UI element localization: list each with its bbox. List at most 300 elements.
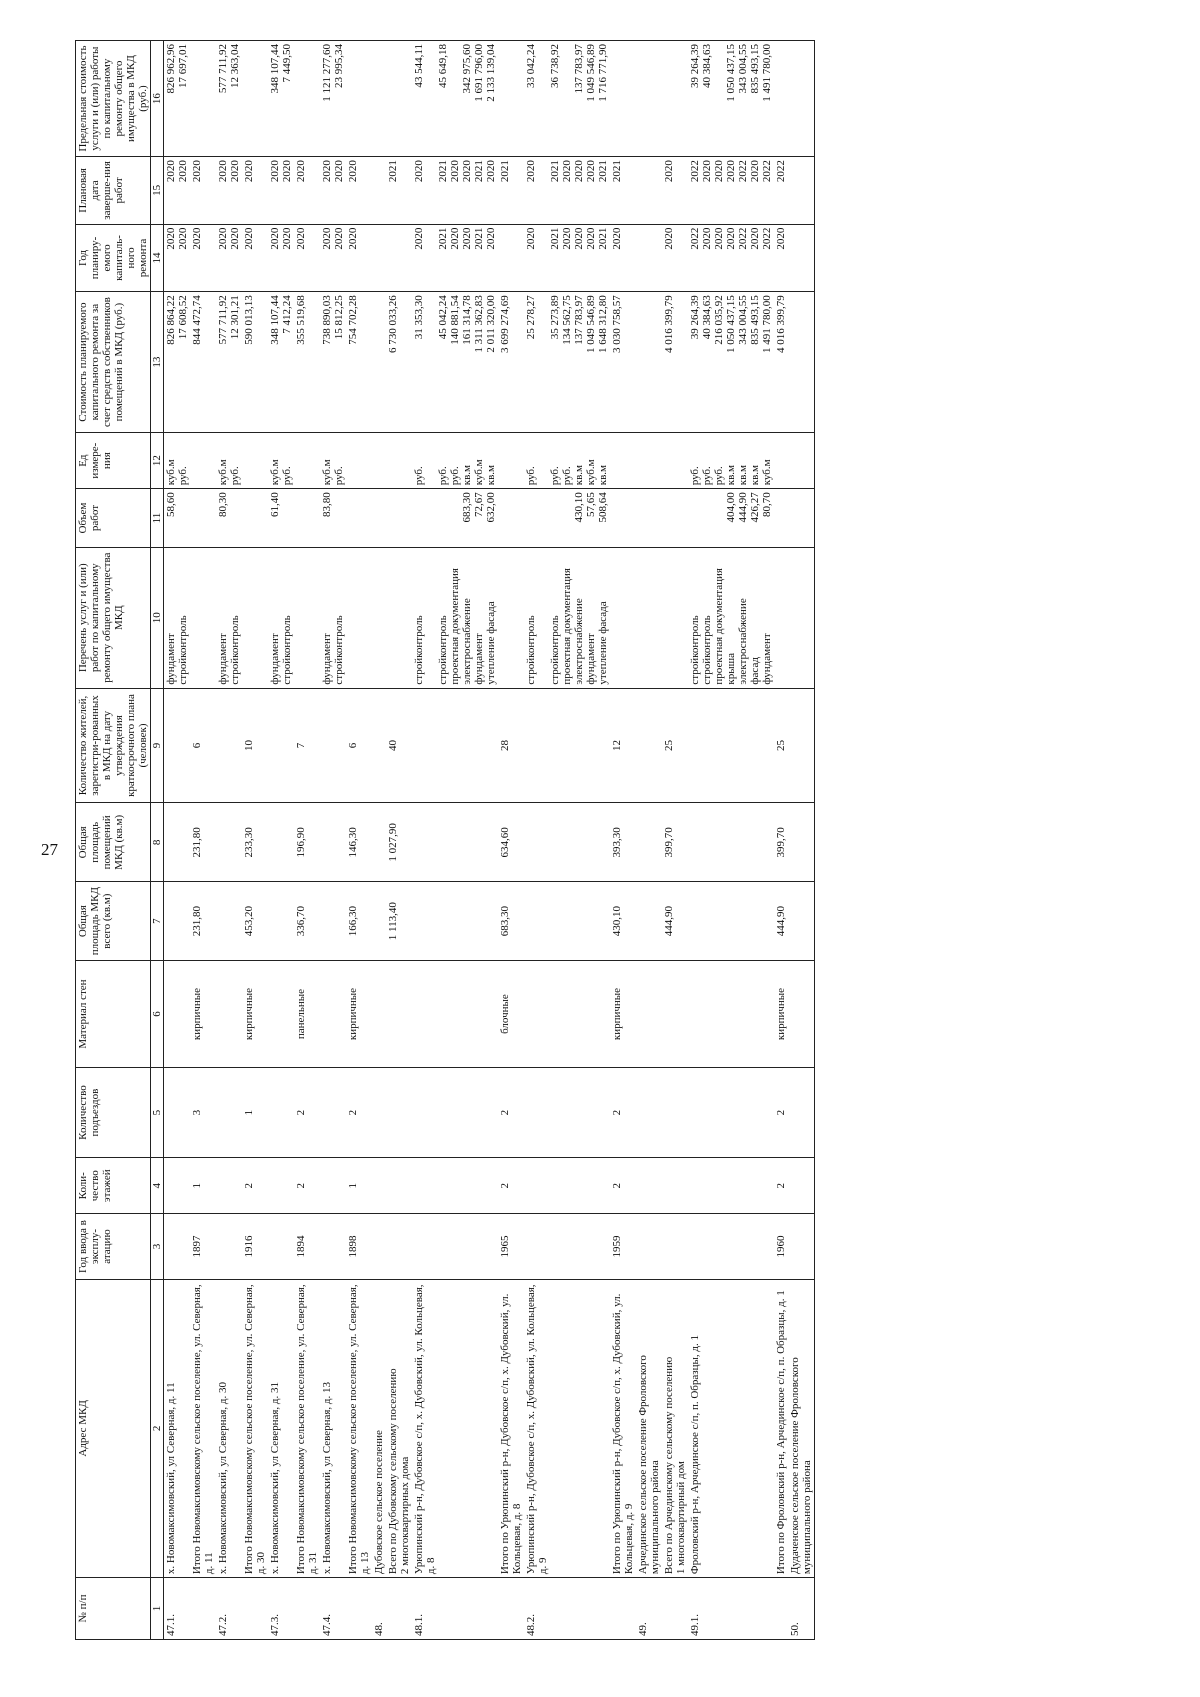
repair-year-cell xyxy=(788,224,815,292)
works-cell: фундамент стройконтроль xyxy=(320,547,346,688)
end-date-cell: 2020 xyxy=(662,157,688,225)
entrances-cell xyxy=(412,1068,498,1158)
rotated-page xyxy=(75,40,1190,1640)
year-cell xyxy=(788,1214,815,1279)
address-cell: Урюпинский р-н, Дубовское с/п, х. Дубовский, ул. Кольцевая, д. 8 xyxy=(412,1279,498,1577)
col-header: Общая площадь помещений МКД (кв.м) xyxy=(76,803,151,882)
floors-cell: 2 xyxy=(610,1158,636,1214)
works-cell: стройконтроль стройконтроль проектная документация электроснабжение фундамент утепление фасада xyxy=(412,547,498,688)
repair-year-cell xyxy=(636,224,662,292)
works-cell xyxy=(610,547,636,688)
col-header: Год планиру-емого капиталь-ного ремонта xyxy=(76,224,151,292)
entrances-cell: 2 xyxy=(498,1068,524,1158)
cost-cell: 4 016 399,79 xyxy=(774,292,788,433)
year-cell xyxy=(164,1214,191,1279)
table-row xyxy=(190,41,216,1640)
cost-cell: 6 730 033,26 xyxy=(386,292,412,433)
cost-cell xyxy=(372,292,386,433)
residents-cell: 12 xyxy=(610,688,636,803)
residents-cell xyxy=(524,688,610,803)
row-number xyxy=(190,1578,216,1640)
end-date-cell: 2022 xyxy=(774,157,788,225)
address-cell: Дудаченское сельское поселение Фроловского муниципального района xyxy=(788,1279,815,1577)
col-header: Перечень услуг и (или) работ по капитальному ремонту общего имущества МКД xyxy=(76,547,151,688)
works-cell xyxy=(372,547,386,688)
premises-area-cell: 146,30 xyxy=(346,803,372,882)
table-row xyxy=(268,41,294,1640)
wall-material-cell xyxy=(320,961,346,1068)
total-area-cell xyxy=(524,882,610,961)
residents-cell: 40 xyxy=(386,688,412,803)
capital-repair-table xyxy=(75,40,815,1640)
col-header: Адрес МКД xyxy=(76,1279,151,1577)
total-area-cell: 430,10 xyxy=(610,882,636,961)
table-body xyxy=(164,41,815,1640)
column-number: 13 xyxy=(151,292,164,433)
residents-cell xyxy=(688,688,774,803)
floors-cell xyxy=(524,1158,610,1214)
col-header: Коли-чество этажей xyxy=(76,1158,151,1214)
total-area-cell: 444,90 xyxy=(662,882,688,961)
floors-cell xyxy=(268,1158,294,1214)
year-cell: 1894 xyxy=(294,1214,320,1279)
wall-material-cell: блочные xyxy=(498,961,524,1068)
unit-cell xyxy=(372,432,386,488)
column-number: 5 xyxy=(151,1068,164,1158)
works-cell: стройконтроль стройконтроль проектная документация крыша электроснабжение фасад фундамент xyxy=(688,547,774,688)
repair-year-cell: 2022 2020 2020 2020 2022 2020 2022 xyxy=(688,224,774,292)
unit-cell: руб. руб. руб. кв.м кв.м кв.м куб.м xyxy=(688,432,774,488)
entrances-cell xyxy=(636,1068,662,1158)
entrances-cell: 2 xyxy=(294,1068,320,1158)
column-number: 12 xyxy=(151,432,164,488)
cost-cell: 39 264,39 40 384,63 216 035,92 1 050 437,15 343 004,55 835 493,15 1 491 780,00 xyxy=(688,292,774,433)
entrances-cell xyxy=(320,1068,346,1158)
premises-area-cell: 233,30 xyxy=(242,803,268,882)
end-date-cell: 2020 2020 xyxy=(164,157,191,225)
max-cost-cell xyxy=(372,41,386,157)
wall-material-cell xyxy=(216,961,242,1068)
column-number: 11 xyxy=(151,489,164,548)
works-cell xyxy=(662,547,688,688)
cost-cell: 4 016 399,79 xyxy=(662,292,688,433)
end-date-cell: 2020 2021 2020 2020 2020 2021 xyxy=(524,157,610,225)
row-number: 47.1. xyxy=(164,1578,191,1640)
floors-cell xyxy=(372,1158,386,1214)
col-header: Предельная стоимость услуги и (или) работы по капитальному ремонту общего имущества в МКД (руб.) xyxy=(76,41,151,157)
year-cell: 1959 xyxy=(610,1214,636,1279)
row-number xyxy=(386,1578,412,1640)
table-row xyxy=(498,41,524,1640)
premises-area-cell xyxy=(524,803,610,882)
max-cost-cell: 43 544,11 45 649,18 342 975,60 1 691 796,00 2 133 139,04 xyxy=(412,41,498,157)
table-row xyxy=(386,41,412,1640)
residents-cell xyxy=(216,688,242,803)
wall-material-cell: кирпичные xyxy=(242,961,268,1068)
column-number: 10 xyxy=(151,547,164,688)
end-date-cell: 2020 2020 xyxy=(320,157,346,225)
repair-year-cell: 2020 2020 xyxy=(216,224,242,292)
floors-cell: 1 xyxy=(190,1158,216,1214)
col-header: Материал стен xyxy=(76,961,151,1068)
volume-cell xyxy=(190,489,216,548)
repair-year-cell: 2020 2020 xyxy=(268,224,294,292)
unit-cell: куб.м руб. xyxy=(268,432,294,488)
works-cell xyxy=(636,547,662,688)
premises-area-cell: 393,30 xyxy=(610,803,636,882)
entrances-cell xyxy=(524,1068,610,1158)
wall-material-cell xyxy=(636,961,662,1068)
volume-cell xyxy=(372,489,386,548)
entrances-cell: 2 xyxy=(346,1068,372,1158)
column-number: 15 xyxy=(151,157,164,225)
volume-cell: 61,40 xyxy=(268,489,294,548)
max-cost-cell: 1 121 277,60 23 995,34 xyxy=(320,41,346,157)
entrances-cell xyxy=(372,1068,386,1158)
row-number xyxy=(662,1578,688,1640)
entrances-cell xyxy=(788,1068,815,1158)
volume-cell xyxy=(498,489,524,548)
column-number: 1 xyxy=(151,1578,164,1640)
floors-cell: 2 xyxy=(498,1158,524,1214)
unit-cell: руб. руб. руб. кв.м куб.м кв.м xyxy=(524,432,610,488)
premises-area-cell: 196,90 xyxy=(294,803,320,882)
year-cell xyxy=(688,1214,774,1279)
cost-cell: 754 702,28 xyxy=(346,292,372,433)
wall-material-cell xyxy=(688,961,774,1068)
max-cost-cell xyxy=(498,41,524,157)
column-number: 3 xyxy=(151,1214,164,1279)
premises-area-cell: 399,70 xyxy=(662,803,688,882)
max-cost-cell xyxy=(788,41,815,157)
wall-material-cell xyxy=(164,961,191,1068)
address-cell: х. Новомаксимовский, ул Северная, д. 30 xyxy=(216,1279,242,1577)
residents-cell: 6 xyxy=(190,688,216,803)
unit-cell xyxy=(498,432,524,488)
row-number: 47.2. xyxy=(216,1578,242,1640)
total-area-cell xyxy=(372,882,386,961)
premises-area-cell: 634,60 xyxy=(498,803,524,882)
entrances-cell xyxy=(216,1068,242,1158)
wall-material-cell: кирпичные xyxy=(774,961,788,1068)
end-date-cell: 2020 xyxy=(190,157,216,225)
total-area-cell xyxy=(216,882,242,961)
premises-area-cell xyxy=(636,803,662,882)
year-cell xyxy=(268,1214,294,1279)
cost-cell: 826 864,22 17 608,52 xyxy=(164,292,191,433)
residents-cell xyxy=(372,688,386,803)
floors-cell xyxy=(412,1158,498,1214)
total-area-cell xyxy=(636,882,662,961)
works-cell: фундамент стройконтроль xyxy=(268,547,294,688)
unit-cell xyxy=(190,432,216,488)
volume-cell xyxy=(788,489,815,548)
row-number xyxy=(242,1578,268,1640)
wall-material-cell xyxy=(788,961,815,1068)
residents-cell xyxy=(788,688,815,803)
works-cell xyxy=(346,547,372,688)
floors-cell xyxy=(386,1158,412,1214)
volume-cell: 83,80 xyxy=(320,489,346,548)
year-cell: 1897 xyxy=(190,1214,216,1279)
cost-cell: 355 519,68 xyxy=(294,292,320,433)
residents-cell: 28 xyxy=(498,688,524,803)
year-cell: 1960 xyxy=(774,1214,788,1279)
repair-year-cell: 2020 2020 xyxy=(320,224,346,292)
entrances-cell xyxy=(268,1068,294,1158)
floors-cell: 2 xyxy=(774,1158,788,1214)
premises-area-cell xyxy=(216,803,242,882)
works-cell xyxy=(386,547,412,688)
repair-year-cell: 2020 xyxy=(774,224,788,292)
repair-year-cell: 2020 xyxy=(662,224,688,292)
unit-cell xyxy=(774,432,788,488)
max-cost-cell: 826 962,96 17 697,01 xyxy=(164,41,191,157)
max-cost-cell: 348 107,44 7 449,50 xyxy=(268,41,294,157)
residents-cell xyxy=(412,688,498,803)
total-area-cell xyxy=(688,882,774,961)
address-cell: Всего по Дубовскому сельскому поселению 2 многоквартирных дома xyxy=(386,1279,412,1577)
repair-year-cell xyxy=(386,224,412,292)
row-number: 48. xyxy=(372,1578,386,1640)
cost-cell: 844 472,74 xyxy=(190,292,216,433)
total-area-cell: 444,90 xyxy=(774,882,788,961)
repair-year-cell: 2020 xyxy=(610,224,636,292)
year-cell xyxy=(636,1214,662,1279)
row-number: 50. xyxy=(788,1578,815,1640)
floors-cell xyxy=(164,1158,191,1214)
end-date-cell: 2021 xyxy=(386,157,412,225)
row-number xyxy=(294,1578,320,1640)
volume-cell: 58,60 xyxy=(164,489,191,548)
premises-area-cell xyxy=(320,803,346,882)
residents-cell xyxy=(320,688,346,803)
cost-cell: 25 278,27 35 273,89 134 562,75 137 783,97 1 049 546,89 1 648 312,80 xyxy=(524,292,610,433)
total-area-cell: 683,30 xyxy=(498,882,524,961)
address-cell: Итого Новомаксимовскому сельское поселение, ул. Северная, д. 11 xyxy=(190,1279,216,1577)
end-date-cell: 2020 2020 xyxy=(268,157,294,225)
total-area-cell xyxy=(320,882,346,961)
repair-year-cell: 2020 2020 xyxy=(164,224,191,292)
table-row xyxy=(372,41,386,1640)
premises-area-cell xyxy=(688,803,774,882)
floors-cell xyxy=(216,1158,242,1214)
wall-material-cell xyxy=(386,961,412,1068)
entrances-cell xyxy=(386,1068,412,1158)
total-area-cell xyxy=(412,882,498,961)
table-row xyxy=(216,41,242,1640)
max-cost-cell xyxy=(662,41,688,157)
cost-cell: 590 013,13 xyxy=(242,292,268,433)
cost-cell: 577 711,92 12 301,21 xyxy=(216,292,242,433)
end-date-cell: 2020 xyxy=(242,157,268,225)
table-row xyxy=(346,41,372,1640)
max-cost-cell xyxy=(294,41,320,157)
max-cost-cell: 39 264,39 40 384,63 1 050 437,15 343 004,55 835 493,15 1 491 780,00 xyxy=(688,41,774,157)
col-header: № п/п xyxy=(76,1578,151,1640)
year-cell xyxy=(216,1214,242,1279)
volume-cell: 80,30 xyxy=(216,489,242,548)
year-cell: 1965 xyxy=(498,1214,524,1279)
wall-material-cell xyxy=(268,961,294,1068)
table-row xyxy=(688,41,774,1640)
row-number: 48.1. xyxy=(412,1578,498,1640)
table-row xyxy=(164,41,191,1640)
unit-cell xyxy=(662,432,688,488)
residents-cell xyxy=(164,688,191,803)
year-cell xyxy=(412,1214,498,1279)
works-cell xyxy=(190,547,216,688)
row-number: 49. xyxy=(636,1578,662,1640)
year-cell: 1916 xyxy=(242,1214,268,1279)
max-cost-cell xyxy=(242,41,268,157)
repair-year-cell xyxy=(498,224,524,292)
col-header: Ед измере-ния xyxy=(76,432,151,488)
table-row xyxy=(320,41,346,1640)
end-date-cell: 2021 xyxy=(498,157,524,225)
max-cost-cell xyxy=(774,41,788,157)
end-date-cell xyxy=(788,157,815,225)
unit-cell xyxy=(788,432,815,488)
entrances-cell: 3 xyxy=(190,1068,216,1158)
floors-cell xyxy=(662,1158,688,1214)
table-row xyxy=(524,41,610,1640)
residents-cell: 25 xyxy=(774,688,788,803)
column-number: 6 xyxy=(151,961,164,1068)
column-number: 8 xyxy=(151,803,164,882)
end-date-cell: 2020 xyxy=(346,157,372,225)
year-cell xyxy=(386,1214,412,1279)
repair-year-cell: 2020 2021 2020 2020 2020 2021 xyxy=(524,224,610,292)
floors-cell xyxy=(636,1158,662,1214)
unit-cell: куб.м руб. xyxy=(216,432,242,488)
address-cell: Урюпинский р-н, Дубовское с/п, х. Дубовский, ул. Кольцевая, д. 9 xyxy=(524,1279,610,1577)
table-row xyxy=(636,41,662,1640)
end-date-cell: 2022 2020 2020 2020 2022 2020 2022 xyxy=(688,157,774,225)
end-date-cell: 2021 xyxy=(610,157,636,225)
column-number: 2 xyxy=(151,1279,164,1577)
year-cell: 1898 xyxy=(346,1214,372,1279)
col-header: Объем работ xyxy=(76,489,151,548)
works-cell xyxy=(498,547,524,688)
wall-material-cell xyxy=(412,961,498,1068)
cost-cell: 31 353,30 45 042,24 140 881,54 161 314,78 1 311 362,83 2 011 320,00 xyxy=(412,292,498,433)
table-row xyxy=(662,41,688,1640)
floors-cell xyxy=(688,1158,774,1214)
volume-cell xyxy=(610,489,636,548)
address-cell: Всего по Арчединскому сельскому поселению 1 многоквартирный дом xyxy=(662,1279,688,1577)
premises-area-cell xyxy=(268,803,294,882)
row-number: 49.1. xyxy=(688,1578,774,1640)
floors-cell xyxy=(320,1158,346,1214)
col-header: Плановая дата заверше-ния работ xyxy=(76,157,151,225)
repair-year-cell xyxy=(372,224,386,292)
volume-cell: 683,30 72,67 632,00 xyxy=(412,489,498,548)
max-cost-cell: 33 042,24 36 738,92 137 783,97 1 049 546,89 1 716 771,90 xyxy=(524,41,610,157)
total-area-cell: 336,70 xyxy=(294,882,320,961)
works-cell: стройконтроль стройконтроль проектная документация электроснабжение фундамент утепление фасада xyxy=(524,547,610,688)
table-row xyxy=(242,41,268,1640)
volume-cell xyxy=(242,489,268,548)
col-header: Стоимость планируемого капитального ремонта за счет средств собственников помещений в МКД (руб.) xyxy=(76,292,151,433)
row-number xyxy=(346,1578,372,1640)
page-number: 27 xyxy=(41,840,58,859)
address-cell: Итого по Фроловский р-н, Арчединское с/п, п. Образцы, д. 1 xyxy=(774,1279,788,1577)
cost-cell xyxy=(788,292,815,433)
col-header: Год ввода в эксплу-атацию xyxy=(76,1214,151,1279)
wall-material-cell: кирпичные xyxy=(346,961,372,1068)
year-cell xyxy=(524,1214,610,1279)
wall-material-cell: кирпичные xyxy=(190,961,216,1068)
max-cost-cell xyxy=(346,41,372,157)
address-cell: Итого Новомаксимовскому сельское поселение, ул. Северная, д. 13 xyxy=(346,1279,372,1577)
unit-cell xyxy=(346,432,372,488)
column-number: 14 xyxy=(151,224,164,292)
total-area-cell: 231,80 xyxy=(190,882,216,961)
premises-area-cell: 399,70 xyxy=(774,803,788,882)
total-area-cell xyxy=(268,882,294,961)
row-number xyxy=(610,1578,636,1640)
end-date-cell xyxy=(636,157,662,225)
unit-cell xyxy=(636,432,662,488)
row-number xyxy=(774,1578,788,1640)
header-row xyxy=(76,41,151,1640)
wall-material-cell xyxy=(372,961,386,1068)
address-cell: х. Новомаксимовский, ул Северная, д. 31 xyxy=(268,1279,294,1577)
residents-cell: 7 xyxy=(294,688,320,803)
row-number: 47.3. xyxy=(268,1578,294,1640)
premises-area-cell xyxy=(412,803,498,882)
premises-area-cell xyxy=(372,803,386,882)
col-header: Количество жителей, зарегистри-рованных в МКД на дату утверждения краткосрочного плана (человек) xyxy=(76,688,151,803)
premises-area-cell xyxy=(164,803,191,882)
works-cell xyxy=(242,547,268,688)
table-row xyxy=(294,41,320,1640)
entrances-cell: 1 xyxy=(242,1068,268,1158)
cost-cell: 738 890,03 15 812,25 xyxy=(320,292,346,433)
entrances-cell xyxy=(688,1068,774,1158)
works-cell xyxy=(294,547,320,688)
wall-material-cell xyxy=(524,961,610,1068)
table-row xyxy=(774,41,788,1640)
total-area-cell xyxy=(164,882,191,961)
unit-cell: руб. руб. руб. кв.м куб.м кв.м xyxy=(412,432,498,488)
premises-area-cell: 231,80 xyxy=(190,803,216,882)
end-date-cell: 2020 2020 xyxy=(216,157,242,225)
repair-year-cell: 2020 2021 2020 2020 2021 2020 xyxy=(412,224,498,292)
works-cell: фундамент стройконтроль xyxy=(216,547,242,688)
column-number: 16 xyxy=(151,41,164,157)
premises-area-cell: 1 027,90 xyxy=(386,803,412,882)
unit-cell: куб.м руб. xyxy=(164,432,191,488)
address-cell: Итого Новомаксимовскому сельское поселение, ул. Северная, д. 31 xyxy=(294,1279,320,1577)
premises-area-cell xyxy=(788,803,815,882)
end-date-cell: 2020 xyxy=(294,157,320,225)
total-area-cell: 453,20 xyxy=(242,882,268,961)
year-cell xyxy=(662,1214,688,1279)
works-cell xyxy=(774,547,788,688)
max-cost-cell xyxy=(386,41,412,157)
total-area-cell xyxy=(788,882,815,961)
unit-cell: куб.м руб. xyxy=(320,432,346,488)
end-date-cell: 2020 2021 2020 2020 2021 2020 xyxy=(412,157,498,225)
year-cell xyxy=(320,1214,346,1279)
year-cell xyxy=(372,1214,386,1279)
volume-cell xyxy=(346,489,372,548)
volume-cell xyxy=(774,489,788,548)
column-number: 4 xyxy=(151,1158,164,1214)
volume-cell xyxy=(294,489,320,548)
